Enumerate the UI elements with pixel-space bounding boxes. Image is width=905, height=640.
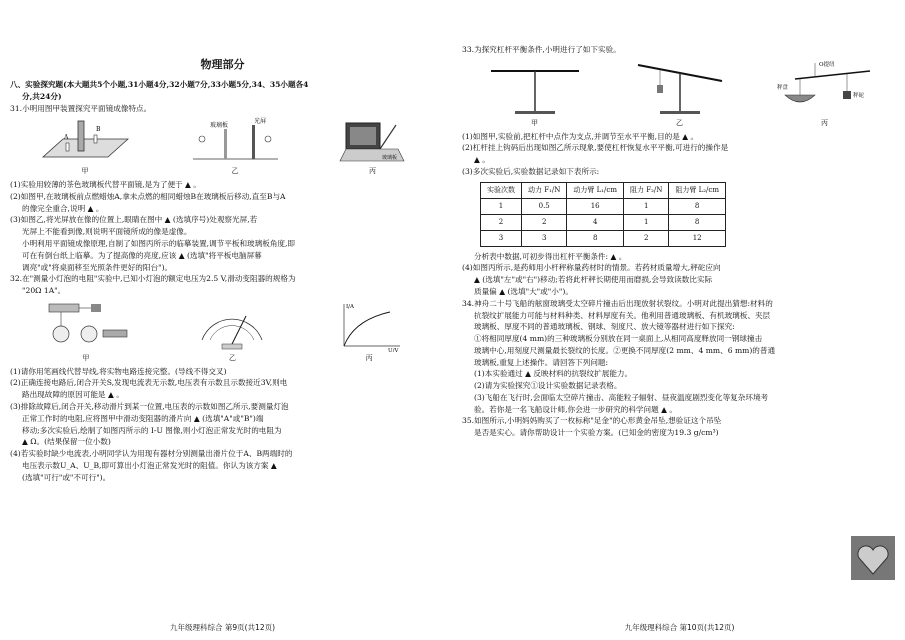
lever-level-figure [485, 59, 585, 117]
q34-line: (1)本实验通过 ▲ 反映材料的抗裂纹扩展能力。 [474, 369, 633, 379]
x-axis-label: U/V [388, 347, 399, 352]
q32-line: (4)若实验时缺少电流表,小明同学认为用现有器材分别测量出滑片位于A、B两端时的 [10, 449, 293, 459]
page-footer: 九年级理科综合 第10页(共12页) [624, 623, 735, 633]
q32-line: 路出现故障的原因可能是 ▲ 。 [22, 390, 124, 400]
mirror-setup-figure [38, 117, 133, 165]
q34-line: (2)请为实验探究①设计实验数据记录表格。 [474, 381, 622, 391]
q34-line: 玻璃板,重复上述操作。请回答下列问题: [474, 357, 609, 367]
q31-line: 光屏上不能看到像,则说明平面镜所成的像是虚像。 [22, 227, 192, 237]
cap-yi: 乙 [676, 118, 683, 127]
cap-yi: 乙 [231, 167, 239, 176]
q31-line: (1)实验用较薄的茶色玻璃板代替平面镜,是为了便于 ▲ 。 [10, 180, 201, 190]
table-header-row [481, 182, 726, 198]
table-cell: 12 [669, 230, 726, 246]
q32-line: (选填"可行"或"不可行")。 [22, 472, 111, 482]
q33-line: 分析表中数据,可初步得出杠杆平衡条件: ▲ 。 [474, 251, 627, 261]
table-cell: 3 [481, 230, 522, 246]
q33-line: (1)如图甲,实验前,把杠杆中点作为支点,并调节至水平平衡,目的是 ▲ 。 [462, 131, 699, 141]
q34-line: (3)飞船在飞行时,会面临太空碎片撞击、高能粒子辐射、昼夜温度剧烈变化等复杂环境考 [474, 392, 769, 402]
q33-fig-bing [775, 59, 875, 129]
q31-figures [10, 117, 435, 177]
q31-stem: 31.小明用图甲装置探究平面镜成像特点。 [10, 103, 152, 113]
cap-jia: 甲 [81, 167, 89, 176]
table-cell: 2 [481, 214, 522, 230]
cap-jia: 甲 [82, 353, 90, 362]
iu-graph [334, 300, 404, 352]
steelyard-figure [775, 59, 875, 117]
q32-line: (1)请你用笔画线代替导线,将实物电路连接完整。(导线不得交叉) [10, 366, 227, 376]
cap-bing: 丙 [369, 167, 376, 176]
table-header-cell: 阻力 F₂/N [623, 182, 668, 198]
q31-line: 调亮"或"将桌面移至光照条件更好的阳台")。 [22, 262, 173, 272]
page-footer: 九年级理科综合 第9页(共12页) [169, 623, 276, 633]
table-cell: 3 [522, 230, 567, 246]
right-page [462, 0, 897, 640]
cap-yi: 乙 [228, 353, 236, 362]
voltmeter-figure [192, 300, 272, 352]
q31-line: 小明利用平面镜成像原理,自制了如图丙所示的临摹装置,调节平板和玻璃板角度,即 [22, 239, 296, 249]
q32-line: (2)正确连接电路后,闭合开关S,发现电流表无示数,电压表有示数且示数接近3V,则电 [10, 378, 288, 388]
table-header-cell: 动力 F₁/N [522, 182, 567, 198]
q31-line: 的像完全重合,说明 ▲ 。 [22, 203, 104, 213]
heart-pendant-image [851, 536, 895, 580]
q33-line: ▲ 。 [474, 155, 490, 165]
left-page [10, 0, 435, 640]
table-cell: 16 [567, 198, 624, 214]
q31-fig-yi [188, 117, 283, 177]
label-b: B [95, 126, 100, 134]
q33-figures [462, 59, 897, 129]
label-glass2: 玻璃板 [381, 155, 397, 162]
table-cell: 0.5 [522, 198, 567, 214]
table-cell: 1 [623, 214, 668, 230]
q32-line: 正常工作时的电阻,应将图甲中滑动变阻器的滑片向 ▲ (选填"A"或"B")端 [22, 413, 264, 423]
q31-line: (2)如图甲,在玻璃板前点燃蜡烛A,拿未点燃的相同蜡烛B在玻璃板后移动,直至B与A [10, 191, 286, 201]
q33-fig-yi [630, 59, 730, 129]
label-a: A [63, 134, 68, 142]
table-row [481, 198, 726, 214]
table-row [481, 230, 726, 246]
table-cell: 8 [567, 230, 624, 246]
q33-line: (2)杠杆挂上钩码后出现如图乙所示现象,要使杠杆恢复水平平衡,可进行的操作是 [462, 143, 729, 153]
label-weight: 秤砣 [852, 92, 864, 99]
circuit-figure [41, 300, 131, 352]
table-header-cell: 阻力臂 L₂/cm [669, 182, 726, 198]
cap-jia: 甲 [531, 118, 538, 127]
q34-line: 玻璃板、厚度不同的普通玻璃板、钢球、刻度尺、放大镜等器材进行如下探究: [474, 322, 735, 332]
q34-line: 验。若你是一名飞船设计师,你会进一步研究的科学问题 ▲ 。 [474, 404, 677, 414]
q33-line: (4)如图丙所示,是药师用小杆秤称量药材时的情景。若药材质量增大,秤砣应向 [462, 263, 721, 273]
table-cell: 1 [623, 198, 668, 214]
table-cell: 4 [567, 214, 624, 230]
label-tinu: O提纽 [818, 61, 835, 68]
table-header-cell: 实验次数 [481, 182, 522, 198]
cap-bing: 丙 [821, 118, 828, 127]
q31-fig-jia [38, 117, 133, 177]
table-cell: 2 [623, 230, 668, 246]
table-cell: 8 [669, 214, 726, 230]
section-heading-cont: 分,共24分) [22, 91, 62, 101]
q34-line: ①将相同厚度(4 mm)的三种玻璃板分别放在同一桌面上,从相同高度释放同一钢球撞击 [474, 334, 763, 344]
q33-fig-jia [485, 59, 585, 129]
q35-line: 是否是实心。请你帮助设计一个实验方案。(已知金的密度为19.3 g/cm³) [474, 428, 719, 438]
q32-stem-cont: "20Ω 1A"。 [22, 286, 66, 296]
table-cell: 2 [522, 214, 567, 230]
tracing-device-figure [338, 117, 408, 165]
q33-line: (3)多次实验后,实验数据记录如下表所示: [462, 166, 600, 176]
q32-stem: 32.在"测量小灯泡的电阻"实验中,已知小灯泡的额定电压为2.5 V,滑动变阻器的规格为 [10, 274, 296, 284]
label-screen: 光屏 [253, 118, 266, 126]
lever-tilted-figure [630, 59, 730, 117]
q32-line: 移动;多次实验后,绘制了如图丙所示的 I-U 图像,则小灯泡正常发光时的电阻为 [22, 425, 282, 435]
q32-line: (3)排除故障后,闭合开关,移动滑片到某一位置,电压表的示数如图乙所示,要测量灯泡 [10, 401, 289, 411]
table-cell: 8 [669, 198, 726, 214]
q34-line: 玻璃中心,用刻度尺测量最长裂纹的长度。②更换不同厚度(2 mm、4 mm、6 mm)的普通 [474, 345, 776, 355]
q31-line: 可在有倒台纸上临摹。为了提高像的亮度,应该 ▲ (选填"将平板电脑屏幕 [22, 250, 262, 260]
label-pan: 秤盘 [776, 84, 788, 91]
table-header-cell: 动力臂 L₁/cm [567, 182, 624, 198]
q31-line: (3)如图乙,将光屏放在像的位置上,眼睛在图中 ▲ (选填序号)处观察光屏,若 [10, 215, 258, 225]
q32-line: ▲ Ω。(结果保留一位小数) [22, 437, 111, 447]
q31-fig-bing [338, 117, 408, 177]
q34-line: 抗裂纹扩展能力可能与材料种类、材料厚度有关。他利用普通玻璃板、有机玻璃板、夹层 [474, 310, 771, 320]
section-title: 物理部分 [200, 58, 245, 71]
q32-fig-bing [334, 300, 404, 364]
q33-stem: 33.为探究杠杆平衡条件,小明进行了如下实验。 [462, 45, 621, 54]
y-axis-label: I/A [346, 303, 355, 310]
q32-figures [10, 300, 435, 364]
q33-line: ▲ (选填"左"或"右")移动;若将此杆秤长期使用而磨损,会导致读数比实际 [474, 275, 713, 285]
q33-line: 质量偏 ▲ (选填"大"或"小")。 [474, 286, 573, 296]
q32-fig-jia [41, 300, 131, 364]
q32-line: 电压表示数U_A、U_B,即可算出小灯泡正常发光时的阻值。你认为该方案 ▲ [22, 460, 277, 470]
table-row [481, 214, 726, 230]
screen-setup-figure [188, 117, 283, 165]
table-cell: 1 [481, 198, 522, 214]
lever-data-table [480, 182, 726, 247]
q35-line: 35.如图所示,小明妈妈购买了一枚标称"足金"的心形黄金吊坠,想验证这个吊坠 [462, 416, 722, 426]
label-glass: 玻璃板 [209, 122, 228, 130]
q34-line: 34.神舟二十号飞船的舷窗玻璃受太空碎片撞击后出现放射状裂纹。小明对此提出猜想:材料的 [462, 298, 773, 308]
q32-fig-yi [192, 300, 272, 364]
cap-bing: 丙 [365, 353, 373, 362]
section-heading: 八、实验探究题(本大题共5个小题,31小题4分,32小题7分,33小题5分,34、35小题各4 [10, 80, 309, 90]
